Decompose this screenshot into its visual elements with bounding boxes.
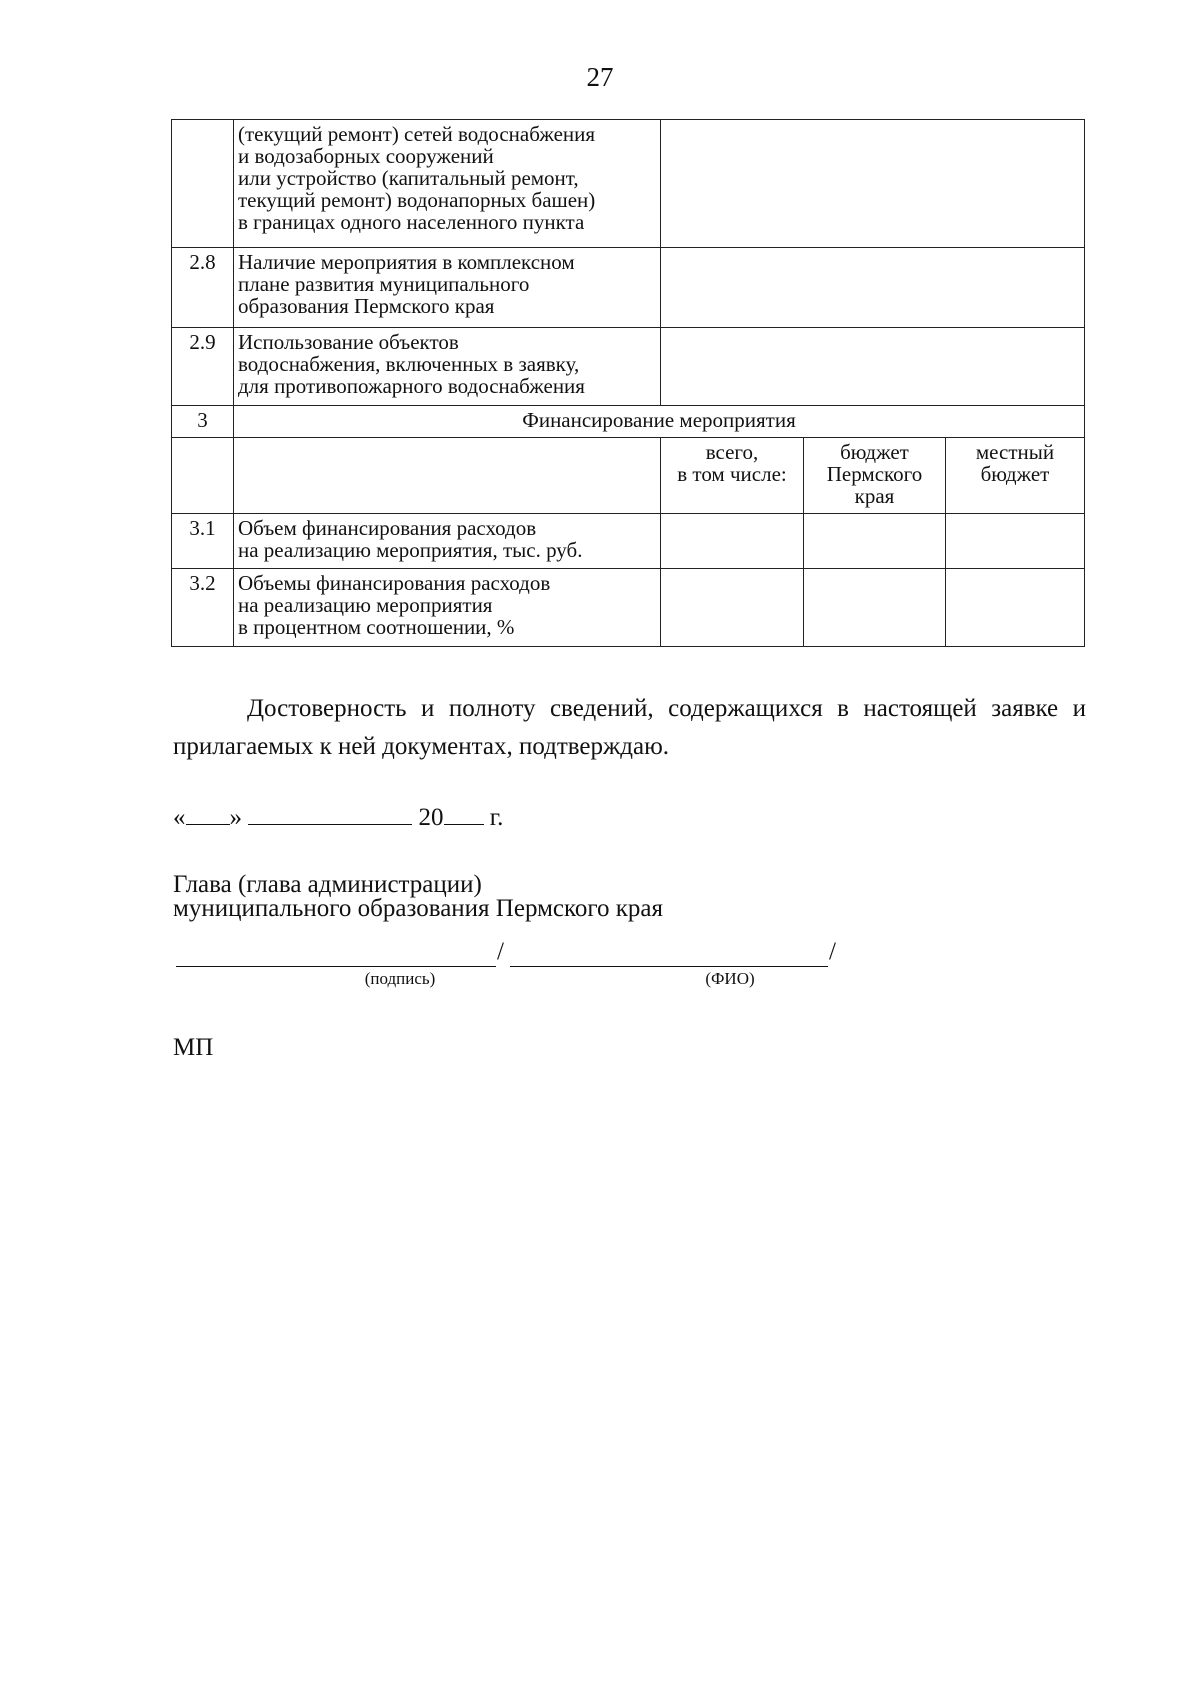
signatory-line: муниципального образования Пермского края <box>173 895 663 922</box>
table-header-row <box>172 438 1085 514</box>
column-header-local-budget <box>946 438 1085 514</box>
row-value-cell <box>661 248 1085 328</box>
section-title: Финансирование мероприятия <box>234 406 1085 438</box>
row-text-line: Объем финансирования расходов <box>238 516 537 540</box>
row-text-line: на реализацию мероприятия, тыс. руб. <box>238 538 583 562</box>
signatory-line: Глава (глава администрации) <box>173 871 482 898</box>
stamp-label: МП <box>173 1034 214 1061</box>
table-row <box>172 120 1085 248</box>
year-blank <box>444 802 484 825</box>
row-value-cell <box>661 120 1085 248</box>
row-number: 2.9 <box>172 328 234 406</box>
name-line <box>510 966 828 967</box>
row-text-line: образования Пермского края <box>238 294 495 318</box>
value-cell-total <box>661 514 804 569</box>
table-row <box>172 569 1085 647</box>
column-header-line: в том числе: <box>677 462 787 486</box>
row-number: 2.8 <box>172 248 234 328</box>
form-table <box>171 119 1085 647</box>
row-text-line: в границах одного населенного пункта <box>238 210 585 234</box>
row-value-cell <box>661 328 1085 406</box>
row-text-line: водоснабжения, включенных в заявку, <box>238 352 580 376</box>
value-cell-regional <box>804 569 946 647</box>
empty-cell <box>234 438 661 514</box>
signature-line <box>176 966 496 967</box>
table-row <box>172 248 1085 328</box>
name-caption: (ФИО) <box>705 969 755 988</box>
column-header-line: бюджет <box>980 462 1050 486</box>
date-line <box>173 802 503 832</box>
signature-caption: (подпись) <box>364 969 436 988</box>
separator-slash: / <box>829 938 836 965</box>
row-text-line: (текущий ремонт) сетей водоснабжения <box>238 122 596 146</box>
row-number: 3.2 <box>172 569 234 647</box>
empty-cell <box>172 438 234 514</box>
date-close-quote: » <box>229 804 242 831</box>
column-header-regional-budget <box>804 438 946 514</box>
column-header-line: края <box>854 484 895 508</box>
value-cell-local <box>946 514 1085 569</box>
confirmation-paragraph: Достоверность и полноту сведений, содержащихся в настоящей заявке и прилагаемых к ней документах, подтверждаю. <box>173 695 1086 760</box>
table-row <box>172 406 1085 438</box>
year-suffix: г. <box>489 804 504 831</box>
page-number: 27 <box>586 62 614 92</box>
row-description <box>234 120 661 248</box>
row-description <box>234 328 661 406</box>
row-number: 3 <box>172 406 234 438</box>
row-description <box>234 248 661 328</box>
row-text-line: для противопожарного водоснабжения <box>238 374 585 398</box>
row-text-line: в процентном соотношении, % <box>238 615 515 639</box>
column-header-line: всего, <box>705 440 759 464</box>
row-text-line: плане развития муниципального <box>238 272 530 296</box>
row-text-line: текущий ремонт) водонапорных башен) <box>238 188 596 212</box>
row-text-line: Использование объектов <box>238 330 459 354</box>
separator-slash: / <box>497 938 504 965</box>
column-header-total <box>661 438 804 514</box>
row-description <box>234 514 661 569</box>
month-blank <box>248 802 412 825</box>
row-text-line: или устройство (капитальный ремонт, <box>238 166 579 190</box>
column-header-line: местный <box>975 440 1055 464</box>
row-text-line: и водозаборных сооружений <box>238 144 494 168</box>
day-blank <box>186 802 230 825</box>
row-text-line: Наличие мероприятия в комплексном <box>238 250 575 274</box>
date-open-quote: « <box>173 804 186 831</box>
row-text-line: на реализацию мероприятия <box>238 593 493 617</box>
row-number <box>172 120 234 248</box>
value-cell-regional <box>804 514 946 569</box>
row-text-line: Объемы финансирования расходов <box>238 571 551 595</box>
column-header-line: бюджет <box>840 440 909 464</box>
table-row <box>172 328 1085 406</box>
value-cell-local <box>946 569 1085 647</box>
row-number: 3.1 <box>172 514 234 569</box>
signatory-title <box>173 873 663 921</box>
column-header-line: Пермского <box>826 462 923 486</box>
table-row <box>172 514 1085 569</box>
row-description <box>234 569 661 647</box>
value-cell-total <box>661 569 804 647</box>
year-prefix: 20 <box>418 804 444 831</box>
